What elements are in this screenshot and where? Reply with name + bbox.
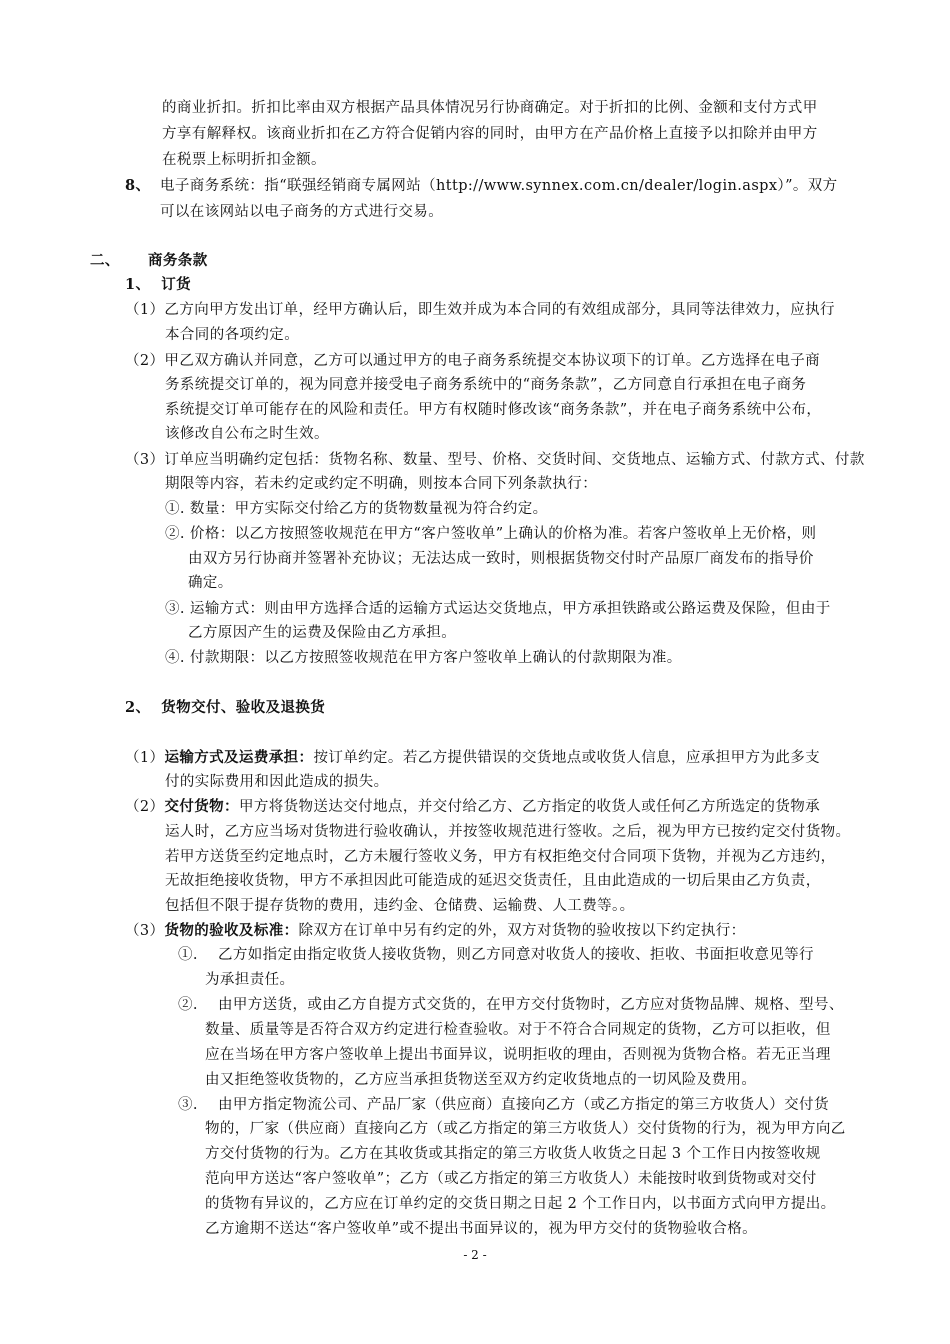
list-item-cont: 由又拒绝签收货物的，乙方应当承担货物送至双方约定收货地点的一切风险及费用。 (205, 1072, 757, 1088)
list-item: ②. 由甲方送货，或由乙方自提方式交货的，在甲方交付货物时，乙方应对货物品牌、规格、型号、 (178, 997, 844, 1013)
list-item: ③. 运输方式：则由甲方选择合适的运输方式运达交货地点，甲方承担铁路或公路运费及保险，但由于 (165, 601, 831, 617)
paragraph-line: 系统提交订单可能存在的风险和责任。甲方有权随时修改该“商务条款”，并在电子商务系统中公布， (165, 402, 822, 418)
bold-term: 货物的验收及标准： (164, 922, 299, 939)
list-item-cont: 范向甲方送达“客户签收单”；乙方（或乙方指定的第三方收货人）未能按时收到货物或对交付 (205, 1171, 817, 1187)
list-item-cont: 乙方原因产生的运费及保险由乙方承担。 (188, 625, 457, 641)
list-item: ②. 价格：以乙方按照签收规范在甲方“客户签收单”上确认的价格为准。若客户签收单上无价格，则 (165, 526, 817, 542)
paragraph-text: 按订单约定。若乙方提供错误的交货地点或收货人信息，应承担甲方为此多支 (313, 750, 821, 766)
paragraph-line: 包括但不限于提存货物的费用，违约金、仓储费、运输费、人工费等。。 (165, 898, 635, 914)
list-item-cont: 乙方逾期不送达“客户签收单”或不提出书面异议的，视为甲方交付的货物验收合格。 (205, 1221, 758, 1237)
list-item-cont: 的货物有异议的，乙方应在订单约定的交货日期之日起 2 个工作日内，以书面方式向甲方提出。 (205, 1196, 836, 1212)
item8-line: 电子商务系统：指“联强经销商专属网站（http://www.synnex.com.cn/dealer/login.aspx）”。双方 (160, 178, 838, 194)
page-number: - 2 - (463, 1248, 487, 1262)
list-item-cont: 数量、质量等是否符合双方约定进行检查验收。对于不符合合同规定的货物，乙方可以拒收，但 (205, 1022, 831, 1038)
list-item-cont: 由双方另行协商并签署补充协议；无法达成一致时，则根据货物交付时产品原厂商发布的指导价 (188, 551, 814, 567)
subsection-heading: 1、 订货 (125, 276, 192, 293)
item-number: 8、 (125, 177, 151, 194)
paragraph-line: 本合同的各项约定。 (165, 327, 300, 343)
list-item: ③. 由甲方指定物流公司、产品厂家（供应商）直接向乙方（或乙方指定的第三方收货人）交付货 (178, 1097, 829, 1113)
paragraph-line: （3）订单应当明确约定包括：货物名称、数量、型号、价格、交货时间、交货地点、运输方式、付款方式、付款 (125, 452, 865, 468)
list-item-cont: 物的，厂家（供应商）直接向乙方（或乙方指定的第三方收货人）交付货物的行为，视为甲方向乙 (205, 1121, 846, 1137)
paragraph-line: 无故拒绝接收货物，甲方不承担因此可能造成的延迟交货责任，且由此造成的一切后果由乙方负责， (165, 873, 821, 889)
bold-term: 运输方式及运费承担： (164, 749, 314, 766)
list-item-cont: 方交付货物的行为。乙方在其收货或其指定的第三方收货人收货之日起 3 个工作日内按签收规 (205, 1146, 821, 1162)
paragraph-line: 务系统提交订单的，视为同意并接受电子商务系统中的“商务条款”，乙方同意自行承担在电子商务 (165, 377, 807, 393)
intro-line: 方享有解释权。该商业折扣在乙方符合促销内容的同时，由甲方在产品价格上直接予以扣除并由甲方 (162, 126, 818, 142)
paragraph-prefix: （3） (125, 923, 165, 939)
section-title: 商务条款 (148, 252, 208, 269)
paragraph-line (125, 797, 820, 817)
list-item: ①. 数量：甲方实际交付给乙方的货物数量视为符合约定。 (165, 501, 548, 517)
paragraph-line: 付的实际费用和因此造成的损失。 (165, 774, 389, 790)
paragraph-text: 除双方在订单中另有约定的外，双方对货物的验收按以下约定执行： (298, 923, 746, 939)
paragraph-line: 若甲方送货至约定地点时，乙方未履行签收义务，甲方有权拒绝交付合同项下货物，并视为乙方违约， (165, 849, 836, 865)
list-item: ④. 付款期限：以乙方按照签收规范在甲方客户签收单上确认的付款期限为准。 (165, 650, 682, 666)
paragraph-line: 期限等内容，若未约定或约定不明确，则按本合同下列条款执行： (165, 476, 598, 492)
subsection-heading: 2、 货物交付、验收及退换货 (125, 699, 326, 716)
paragraph-line: （2）甲乙双方确认并同意，乙方可以通过甲方的电子商务系统提交本协议项下的订单。乙方选择在电子商 (125, 353, 821, 369)
paragraph-line: 该修改自公布之时生效。 (165, 426, 329, 442)
intro-line: 的商业折扣。折扣比率由双方根据产品具体情况另行协商确定。对于折扣的比例、金额和支付方式甲 (162, 100, 818, 116)
list-item-cont: 为承担责任。 (205, 972, 295, 988)
intro-line: 在税票上标明折扣金额。 (162, 152, 326, 168)
list-item: ①. 乙方如指定由指定收货人接收货物，则乙方同意对收货人的接收、拒收、书面拒收意见等行 (178, 947, 814, 963)
paragraph-prefix: （2） (125, 799, 165, 815)
bold-term: 交付货物： (164, 798, 239, 815)
paragraph-text: 甲方将货物送达交付地点，并交付给乙方、乙方指定的收货人或任何乙方所选定的货物承 (238, 799, 821, 815)
paragraph-line: （1）乙方向甲方发出订单，经甲方确认后，即生效并成为本合同的有效组成部分，具同等法律效力，应执行 (125, 302, 835, 318)
paragraph-prefix: （1） (125, 750, 165, 766)
paragraph-line (125, 921, 746, 941)
section-number: 二、 (90, 252, 120, 269)
paragraph-line: 运人时，乙方应当场对货物进行验收确认，并按签收规范进行签收。之后，视为甲方已按约定交付货物。 (165, 824, 851, 840)
list-item-cont: 确定。 (188, 575, 233, 591)
list-item-cont: 应在当场在甲方客户签收单上提出书面异议，说明拒收的理由，否则视为货物合格。若无正当理 (205, 1047, 831, 1063)
paragraph-line (125, 748, 820, 768)
item8-line: 可以在该网站以电子商务的方式进行交易。 (160, 204, 444, 220)
